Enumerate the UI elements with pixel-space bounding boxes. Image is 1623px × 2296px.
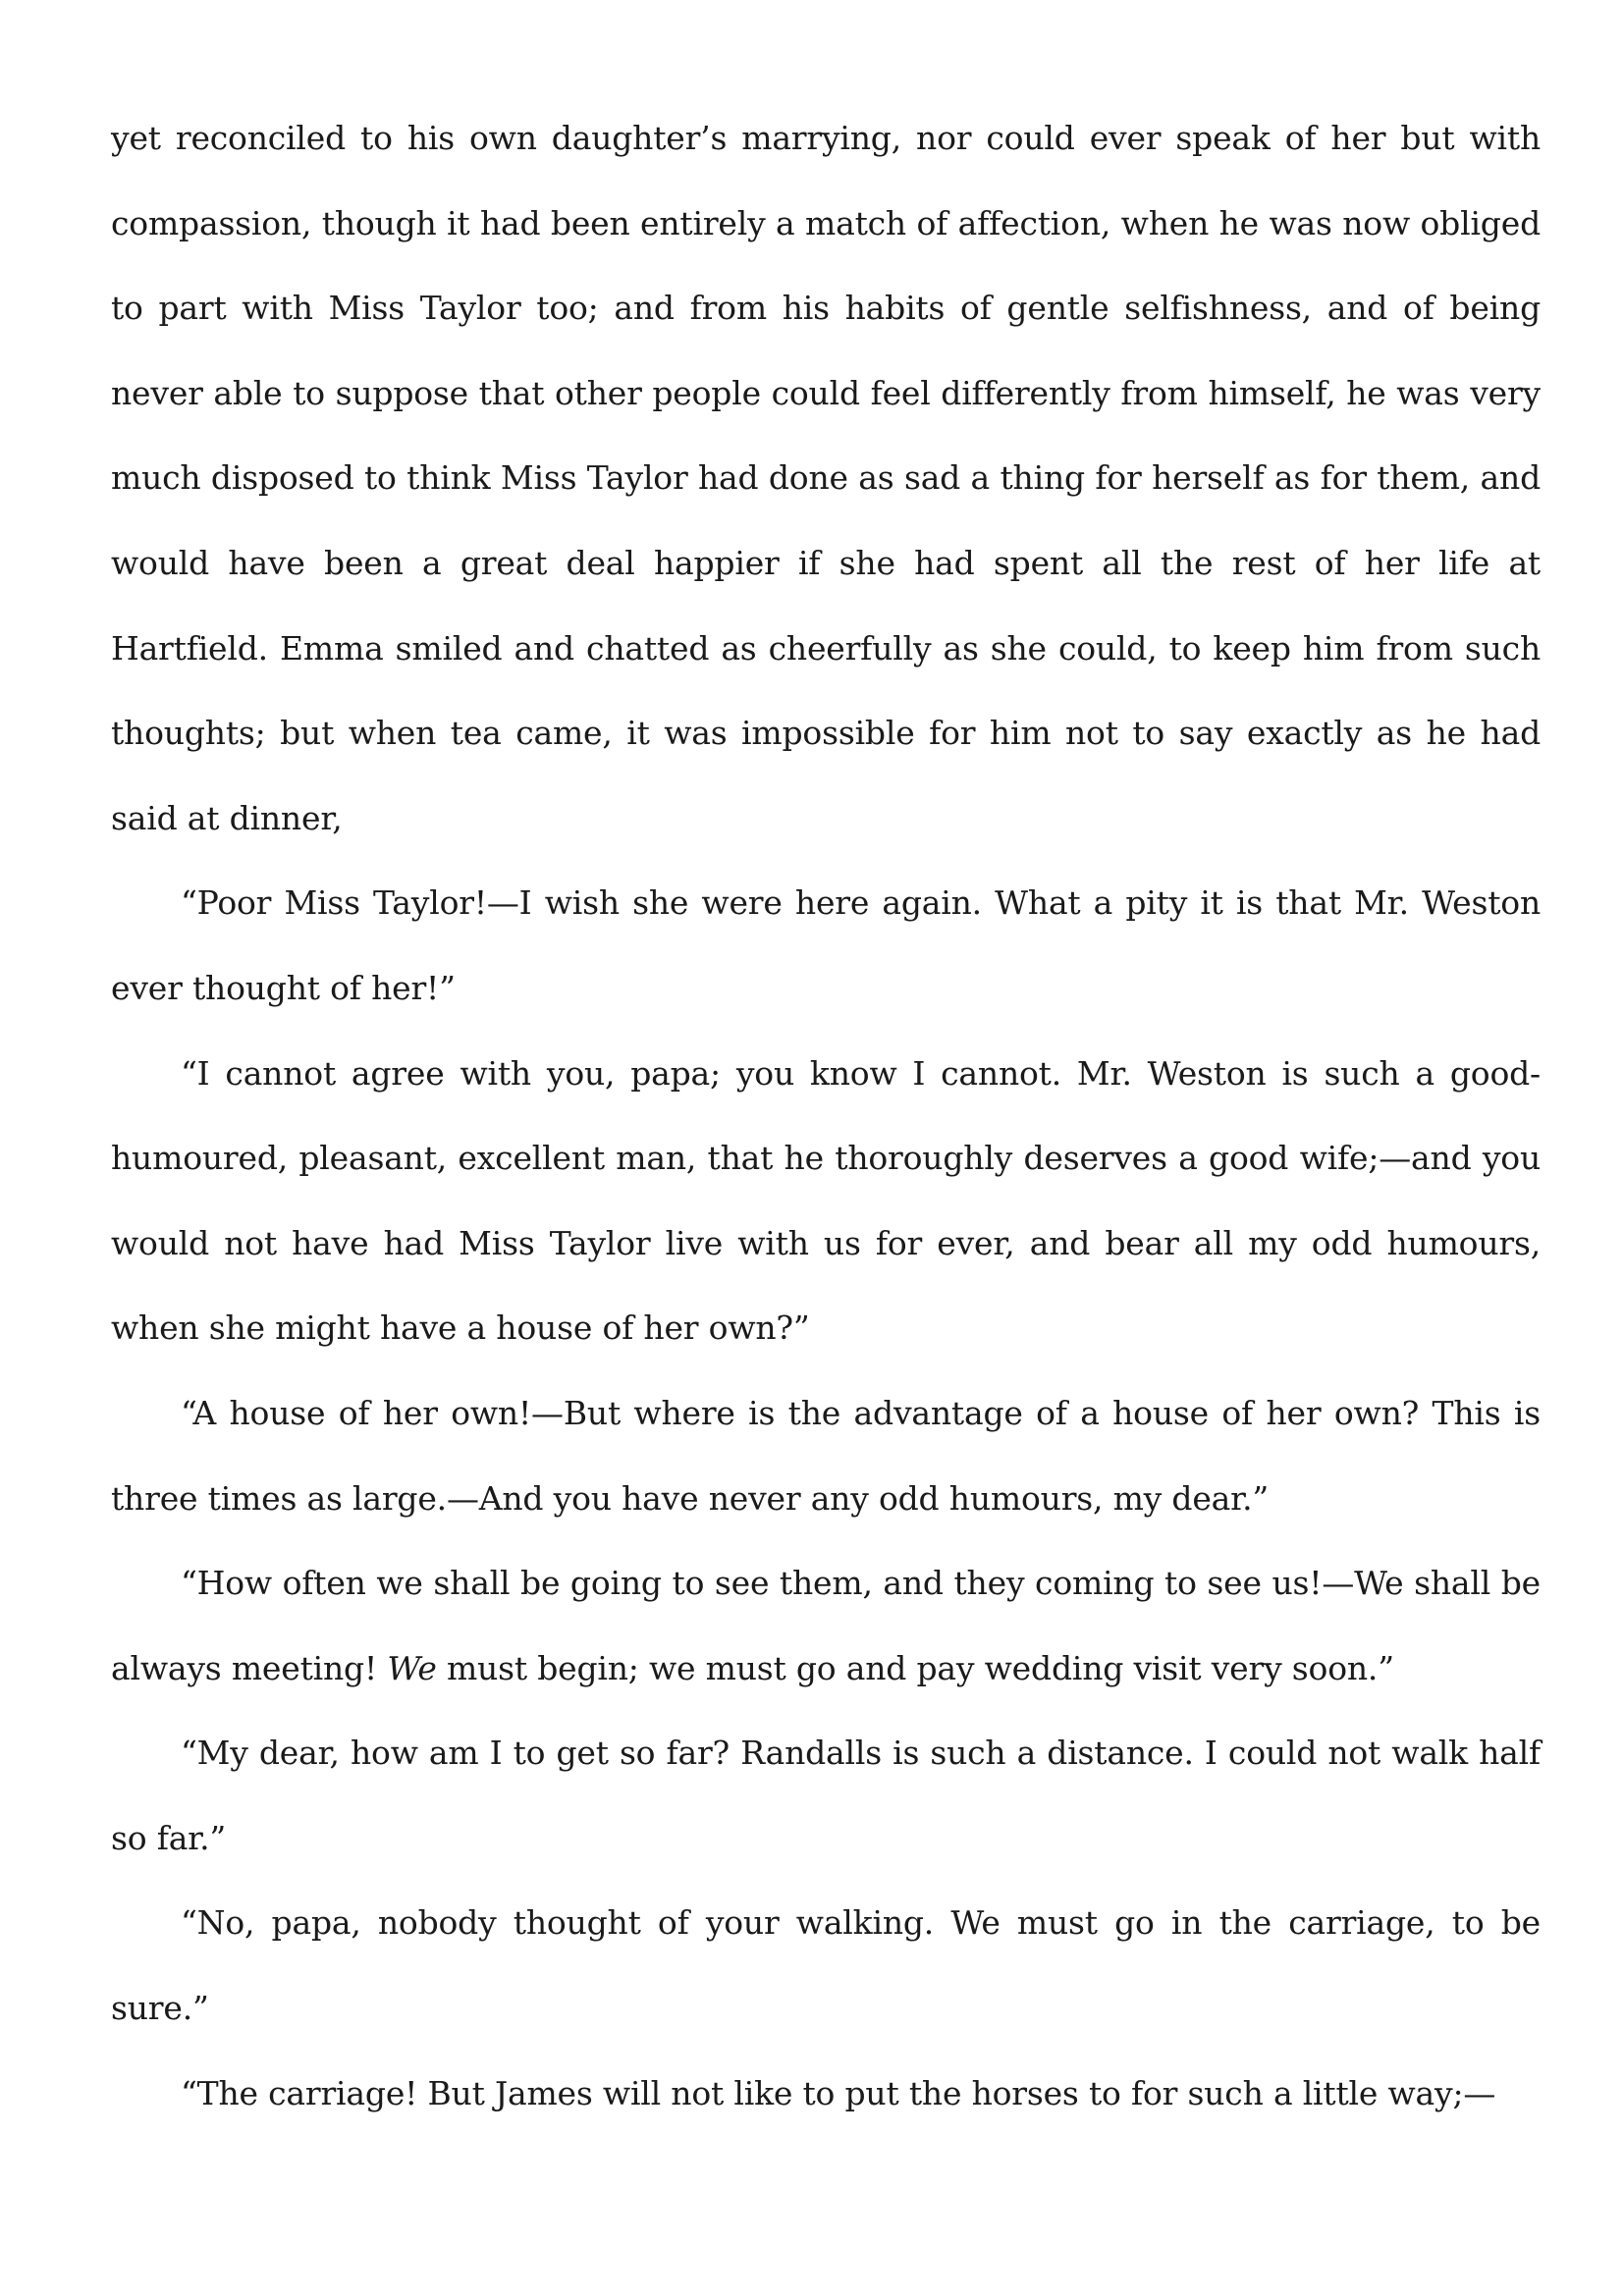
paragraph-3: “I cannot agree with you, papa; you know I cannot. Mr. Weston is such a good-humoured, pleasant, excellent man, that he thoroughly deserves a good wife;—and you would not have had Miss Taylor live with us for ever, and bear all my odd humours, when she might have a house of her own?”: [111, 1053, 1541, 1348]
paragraph-2: “Poor Miss Taylor!—I wish she were here again. What a pity it is that Mr. Weston ever thought of her!”: [111, 883, 1541, 1007]
paragraph-5-text-after: must begin; we must go and pay wedding visit very soon.”: [436, 1648, 1394, 1687]
paragraph-5: [111, 1541, 1541, 1711]
paragraph-6: “My dear, how am I to get so far? Randalls is such a distance. I could not walk half so far.”: [111, 1734, 1541, 1857]
paragraph-8: “The carriage! But James will not like to put the horses to for such a little way;—: [181, 2073, 1496, 2112]
paragraph-5-emphasis: We: [387, 1648, 437, 1687]
paragraph-4: “A house of her own!—But where is the advantage of a house of her own? This is three times as large.—And you have never any odd humours, my dear.”: [111, 1393, 1541, 1518]
body-text: [111, 96, 1541, 2136]
paragraph-5-text-before: “How often we shall be going to see them, and they coming to see us!—We shall be always meeting!: [111, 1564, 1541, 1687]
paragraph-7: “No, papa, nobody thought of your walking. We must go in the carriage, to be sure.”: [111, 1903, 1541, 2028]
paragraph-1: yet reconciled to his own daughter’s marrying, nor could ever speak of her but with compassion, though it had been entirely a match of affection, when he was now obliged to part with Miss Taylor too; and from his habits of gentle selfishness, and of being never able to suppose that other people could feel differently from himself, he was very much disposed to think Miss Taylor had done as sad a thing for herself as for them, and would have been a great deal happier if she had spent all the rest of her life at Hartfield. Emma smiled and chatted as cheerfully as she could, to keep him from such thoughts; but when tea came, it was impossible for him not to say exactly as he had said at dinner,: [111, 119, 1541, 837]
